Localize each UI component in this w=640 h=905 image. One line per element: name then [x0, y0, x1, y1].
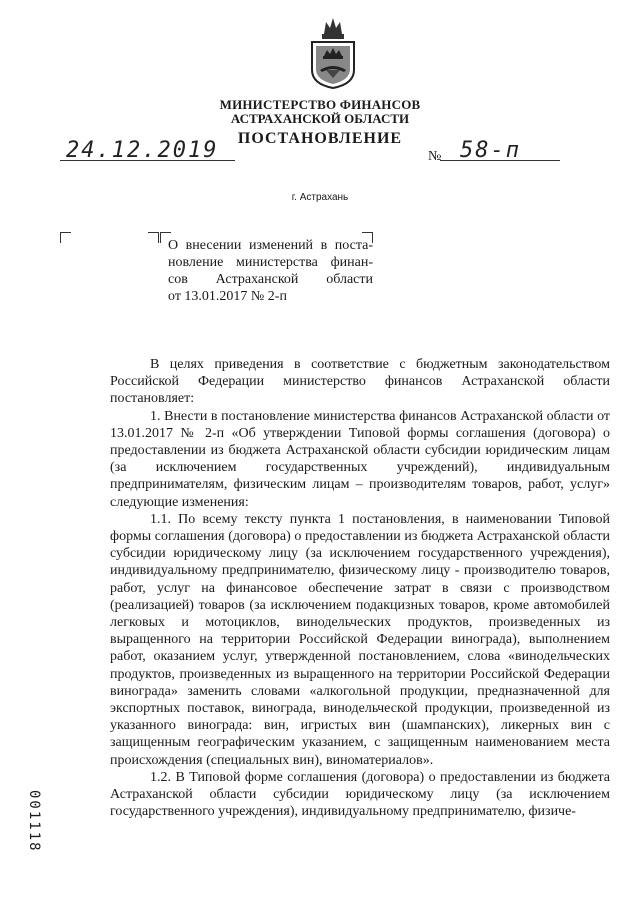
number-sign: № [428, 149, 442, 164]
left-corner-mark [60, 232, 71, 243]
left-corner-mark-end [148, 232, 159, 243]
decree-body [110, 356, 610, 820]
decree-subject [168, 237, 373, 305]
serial-stamp [26, 790, 42, 853]
subject-line: О внесении изменений в поста- [168, 238, 373, 253]
ministry-name-line2: АСТРАХАНСКОЙ ОБЛАСТИ [230, 111, 410, 126]
decree-date: 24.12.2019 [66, 138, 219, 163]
subject-line: сов Астраханской области [168, 272, 373, 287]
number-underline [440, 160, 560, 161]
coat-of-arms-icon [304, 12, 362, 90]
subject-line: от 13.01.2017 № 2-п [168, 289, 287, 304]
body-paragraph-item-1-2: 1.2. В Типовой форме соглашения (договора) о предоставлении из бюджета Астраханской области субсидии юридическому лицу (за исключением государственного учреждения), индивидуальному предпринимателю, физиче- [110, 769, 610, 820]
subject-line: новление министерства финан- [168, 255, 373, 270]
serial-stamp-number: 001118 [26, 790, 42, 853]
document-type-title: ПОСТАНОВЛЕНИЕ [237, 130, 403, 147]
city-label: г. Астрахань [291, 192, 349, 203]
body-paragraph-preamble: В целях приведения в соответствие с бюджетным законодательством Российской Федерации министерство финансов Астраханской области постановляет: [110, 357, 610, 407]
decree-number: 58-п [460, 138, 521, 163]
body-paragraph-item-1-1: 1.1. По всему тексту пункта 1 постановления, в наименовании Типовой формы соглашения (договора) о предоставлении из бюджета Астраханской области субсидии юридическому лицу (за исключением государственного учреждения), индивидуальному предпринимателю, физическому лицу - производителю товаров, работ, услуг на финансовое обеспечение затрат в связи с производством (реализацией) товаров (за исключением подакцизных товаров, кроме автомобилей легковых и мотоциклов, винодельческих продуктов, произведенных из выращенного на территории Российской Федерации винограда), выполнением работ, оказанием услуг, утвержденной постановлением, слова «винодельческих продуктов, произведенных из выращенного на территории Российской Федерации винограда» заменить словами «алкогольной продукции, предназначенной для экспортных поставок, винограда, винодельческой продукции, произведенной из указанного винограда: вин, игристых вин (шампанских), ликерных вин с защищенным географическим указанием, с защищенным наименованием места происхождения (специальных вин), виноматериалов». [110, 511, 610, 768]
ministry-name-line1: МИНИСТЕРСТВО ФИНАНСОВ [219, 97, 421, 112]
date-underline [60, 160, 235, 161]
body-paragraph-item-1: 1. Внести в постановление министерства финансов Астраханской области от 13.01.2017 № 2-п «Об утверждении Типовой формы соглашения (договора) о предоставлении из бюджета Астраханской области субсидии юридическим лицам (за исключением государственных учреждений), индивидуальным предпринимателям, физическим лицам – производителям товаров, работ, услуг» следующие изменения: [110, 408, 610, 510]
